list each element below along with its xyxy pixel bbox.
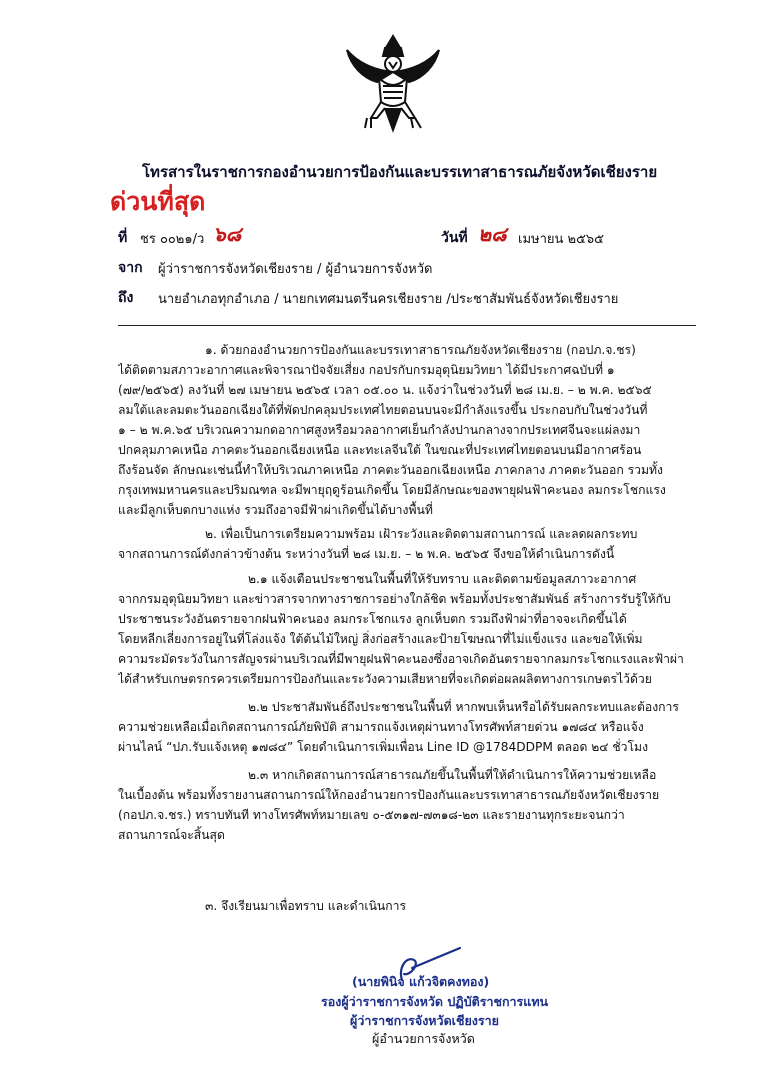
signer-position-1: รองผู้ว่าราชการจังหวัด ปฏิบัติราชการแทน (321, 994, 549, 1009)
to-label: ถึง (118, 290, 134, 306)
garuda-emblem-icon (343, 32, 443, 134)
p23-line: (กอปภ.จ.ชร.) ทราบทันที ทางโทรศัพท์หมายเลข ๐-๕๓๑๗-๗๓๑๘-๒๓ และรายงานทุกระยะจนกว่า (118, 808, 625, 822)
p21-line: ๒.๑ แจ้งเตือนประชาชนในพื้นที่ให้รับทราบ และติดตามข้อมูลสภาวะอากาศ (248, 572, 637, 586)
signer-position-2: ผู้ว่าราชการจังหวัดเชียงราย (350, 1013, 499, 1028)
p1-line: ปกคลุมภาคเหนือ ภาคตะวันออกเฉียงเหนือ และทะเลจีนใต้ ในขณะที่ประเทศไทยตอนบนมีอากาศร้อน (118, 443, 642, 457)
p21-line: ได้สำหรับเกษตรกรควรเตรียมการป้องกันและระวังความเสียหายที่จะเกิดต่อผลผลิตทางการเกษตรไว้ด้วย (118, 672, 652, 686)
urgency-stamp: ด่วนที่สุด (110, 187, 206, 216)
p21-line: โดยหลีกเลี่ยงการอยู่ในที่โล่งแจ้ง ใต้ต้นไม้ใหญ่ สิ่งก่อสร้างและป้ายโฆษณาที่ไม่แข็งแรง และขอให้เพิ่ม (118, 632, 643, 646)
p3-line: ๓. จึงเรียนมาเพื่อทราบ และดำเนินการ (205, 899, 407, 913)
p2-line: ๒. เพื่อเป็นการเตรียมความพร้อม เฝ้าระวังและติดตามสถานการณ์ และลดผลกระทบ (205, 527, 638, 541)
p21-line: จากกรมอุตุนิยมวิทยา และข่าวสารจากทางราชการอย่างใกล้ชิด พร้อมทั้งประชาสัมพันธ์ สร้างการรับรู้ให้กับ (118, 592, 671, 606)
p1-line: (๗๙/๒๕๖๕) ลงวันที่ ๒๗ เมษายน ๒๕๖๕ เวลา ๐๕.๐๐ น. แจ้งว่าในช่วงวันที่ ๒๘ เม.ย. – ๒ พ.ค. ๒๕๖๕ (118, 383, 652, 397)
p23-line: สถานการณ์จะสิ้นสุด (118, 828, 225, 842)
p1-line: ๑. ด้วยกองอำนวยการป้องกันและบรรเทาสาธารณภัยจังหวัดเชียงราย (กอปภ.จ.ชร) (205, 343, 636, 357)
date-day-handwritten: ๒๘ (478, 222, 507, 246)
date-label: วันที่ (441, 230, 468, 246)
p21-line: ประชาชนระวังอันตรายจากฝนฟ้าคะนอง ลมกระโชกแรง ลูกเห็บตก รวมถึงฟ้าผ่าที่อาจจะเกิดขึ้นได้ (118, 612, 627, 626)
doc-no-label: ที่ (118, 230, 128, 246)
p23-line: ในเบื้องต้น พร้อมทั้งรายงานสถานการณ์ให้กองอำนวยการป้องกันและบรรเทาสาธารณภัยจังหวัดเชียงราย (118, 788, 660, 802)
doc-no: ชร ๐๐๒๑/ว (140, 232, 205, 247)
p1-line: ได้ติดตามสภาวะอากาศและพิจารณาปัจจัยเสี่ยง กอปรกับกรมอุตุนิยมวิทยา ได้มีประกาศฉบับที่ ๑ (118, 363, 615, 377)
p2-line: จากสถานการณ์ดังกล่าวข้างต้น ระหว่างวันที่ ๒๘ เม.ย. – ๒ พ.ค. ๒๕๖๕ จึงขอให้ดำเนินการดังนี้ (118, 547, 615, 561)
signer-position-3: ผู้อำนวยการจังหวัด (372, 1031, 475, 1046)
header-divider (118, 325, 696, 326)
p22-line: ความช่วยเหลือเมื่อเกิดสถานการณ์ภัยพิบัติ สามารถแจ้งเหตุผ่านทางโทรศัพท์สายด่วน ๑๗๘๔ หรือแจ้ง (118, 720, 644, 734)
p21-line: ความระมัดระวังในการสัญจรผ่านบริเวณที่มีพายุฝนฟ้าคะนองซึ่งอาจเกิดอันตรายจากลมกระโชกแรงและฟ้าผ่า (118, 652, 684, 666)
header-title: โทรสารในราชการกองอำนวยการป้องกันและบรรเทาสาธารณภัยจังหวัดเชียงราย (142, 163, 658, 181)
from-label: จาก (118, 260, 143, 276)
p1-line: กรุงเทพมหานครและปริมณฑล จะมีพายุฤดูร้อนเกิดขึ้น โดยมีลักษณะของพายุฝนฟ้าคะนอง ลมกระโชกแรง (118, 483, 666, 497)
signer-name: (นายพินิจ แก้วจิตคงทอง) (352, 974, 490, 989)
p1-line: ถึงร้อนจัด ลักษณะเช่นนี้ทำให้บริเวณภาคเหนือ ภาคตะวันออกเฉียงเหนือ ภาคกลาง ภาคตะวันออก รวมทั้ง (118, 463, 663, 477)
p22-line: ๒.๒ ประชาสัมพันธ์ถึงประชาชนในพื้นที่ หากพบเห็นหรือได้รับผลกระทบและต้องการ (248, 700, 679, 714)
date-month-year: เมษายน ๒๕๖๕ (518, 232, 605, 247)
p1-line: และมีลูกเห็บตกบางแห่ง รวมถึงอาจมีฟ้าผ่าเกิดขึ้นได้บางพื้นที่ (118, 503, 433, 517)
p1-line: ๑ – ๒ พ.ค.๖๕ บริเวณความกดอากาศสูงหรือมวลอากาศเย็นกำลังปานกลางจากประเทศจีนจะแผ่ลงมา (118, 423, 641, 437)
to-value: นายอำเภอทุกอำเภอ / นายกเทศมนตรีนครเชียงราย /ประชาสัมพันธ์จังหวัดเชียงราย (158, 292, 619, 307)
p22-line: ผ่านไลน์ “ปภ.รับแจ้งเหตุ ๑๗๘๔” โดยดำเนินการเพิ่มเพื่อน Line ID @1784DDPM ตลอด ๒๔ ชั่วโมง (118, 740, 649, 754)
doc-no-handwritten: ๖๘ (213, 222, 242, 246)
from-value: ผู้ว่าราชการจังหวัดเชียงราย / ผู้อำนวยการจังหวัด (158, 262, 433, 277)
p1-line: ลมใต้และลมตะวันออกเฉียงใต้ที่พัดปกคลุมประเทศไทยตอนบนจะมีกำลังแรงขึ้น ประกอบกับในช่วงวันที่ (118, 403, 648, 417)
p23-line: ๒.๓ หากเกิดสถานการณ์สาธารณภัยขึ้นในพื้นที่ให้ดำเนินการให้ความช่วยเหลือ (248, 768, 657, 782)
